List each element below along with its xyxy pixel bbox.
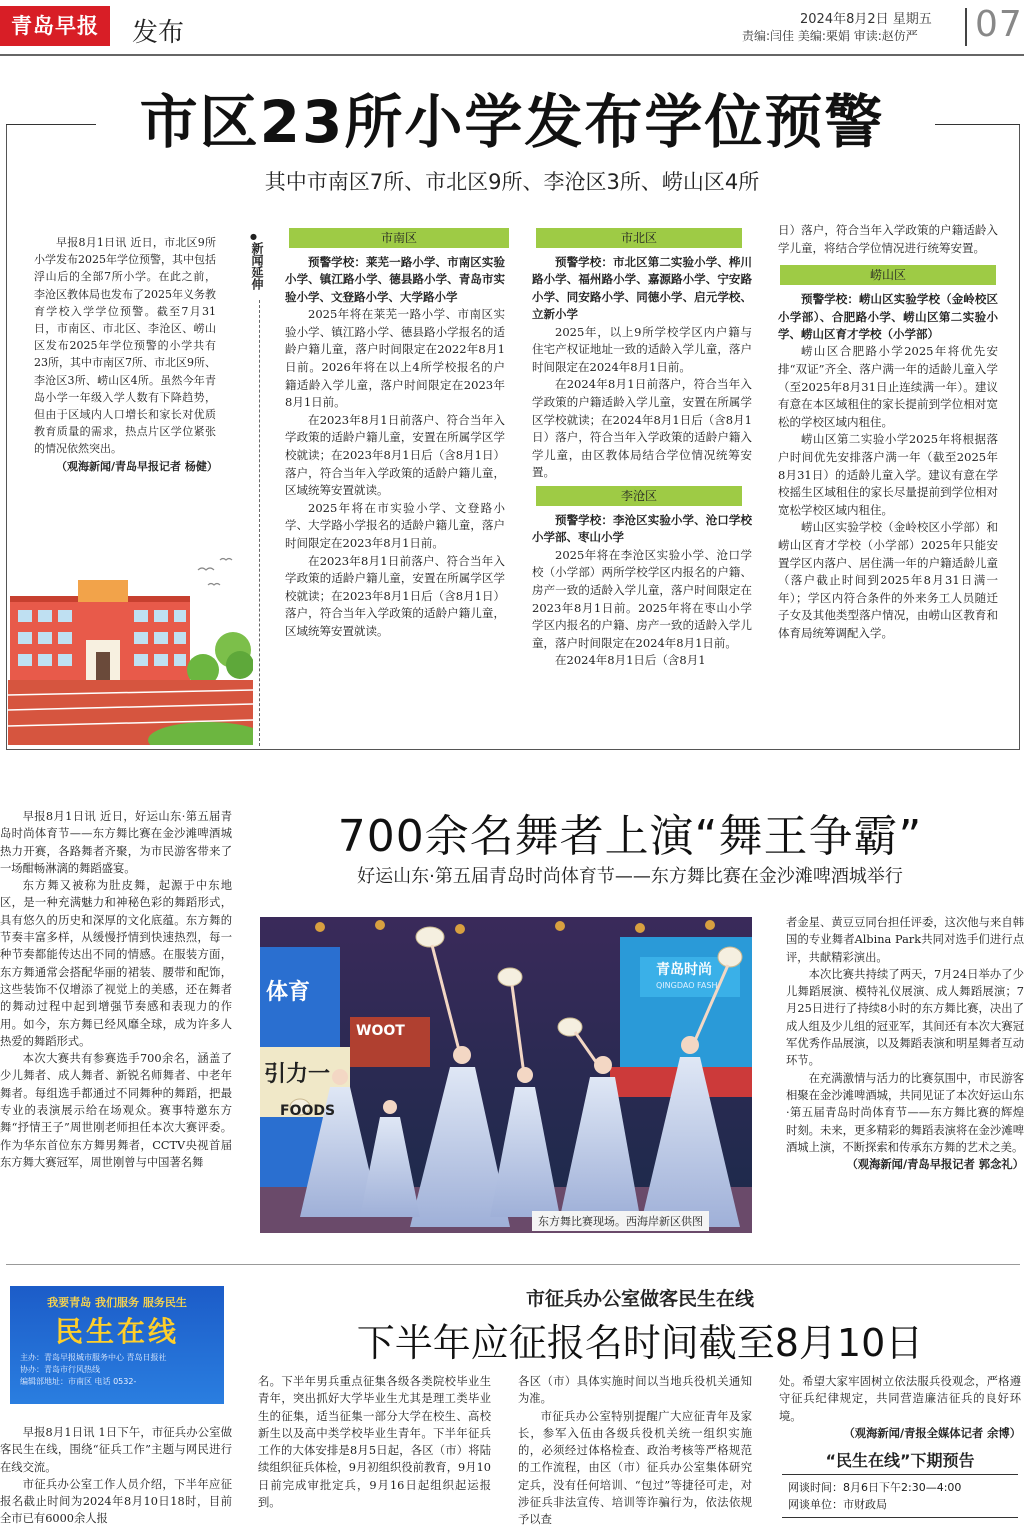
shinan-para-1: 2025年将在莱芜一路小学、市南区实验小学、镇江路小学、德县路小学报名的适龄户籍儿童，落户时间限定在2022年8月1日前。2026年将在以上4所学校报名的户籍适龄入学儿童，落户时间限定在2023年8月1日前。 [285, 307, 505, 410]
school-building-illustration [8, 540, 253, 745]
story2-left-para-1: 早报8月1日讯 近日，好运山东·第五届青岛时尚体育节——东方舞比赛在金沙滩啤酒城热力开赛，各路舞者齐聚，为市民游客带来了一场酣畅淋漓的舞蹈盛宴。 [0, 810, 232, 875]
photo-sign-4: 引力一 [264, 1062, 331, 1087]
shinan-para-3: 2025年将在市实验小学、文登路小学、大学路小学报名的适龄户籍儿童，落户时间限定在2023年8月1日前。 [285, 500, 505, 550]
licang-para-2: 在2024年8月1日后（含8月1 [555, 653, 706, 668]
shinan-para-2: 在2023年8月1日前落户、符合当年入学政策的适龄户籍儿童，安置在所属学区学校就读；在2023年8月1日后（含8月1日）落户，符合当年入学政策的适龄户籍儿童，区域统筹安置就读。 [285, 412, 505, 498]
next-preview-time: 网谈时间：8月6日下午2:30—4:00 [788, 1481, 962, 1494]
page-number-divider [965, 8, 967, 46]
col4-continuation: 日）落户，符合当年入学政策的户籍适龄入学儿童，将结合学位情况进行统筹安置。 [778, 223, 998, 255]
story1-subhead: 其中市南区7所、市北区9所、李沧区3所、崂山区4所 [264, 170, 760, 194]
masthead-rule [0, 54, 1024, 56]
laoshan-column [778, 222, 998, 643]
story3-col1 [0, 1424, 232, 1528]
next-preview-box [782, 1448, 1018, 1528]
licang-title-bar: 李沧区 [536, 486, 742, 506]
page-credits: 责编:闫佳 美编:栗娟 审读:赵仿严 [742, 29, 918, 43]
story3-col3-para-2: 市征兵办公室特别提醒广大应征青年及家长，参军入伍由各级兵役机关统一组织实施的，必须经过体格检查、政治考核等严格规范的工作流程，由区（市）征兵办公室集体研究定兵，没有任何培训、“包过”等捷径可走，对涉征兵非法宣传、培训等诈骗行为，依法依规予以查 [518, 1409, 752, 1527]
story1-headline: 市区23所小学发布学位预警 [139, 88, 885, 156]
story3-col4-text: 处。希望大家牢固树立依法服兵役观念，严格遵守征兵纪律规定，共同营造廉洁征兵的良好环境。 [779, 1375, 1021, 1423]
shibei-para-2: 在2024年8月1日前落户，符合当年入学政策的户籍适龄入学儿童，安置在所属学区学校就读；在2024年8月1日后（含8月1日）落户，符合当年入学政策的适龄户籍入学儿童，由区教体局结合学位情况统筹安置。 [532, 377, 752, 480]
story3-top-rule [6, 1264, 1020, 1265]
newspaper-logo [0, 6, 110, 46]
shinan-title-bar: 市南区 [289, 228, 509, 248]
minsheng-online-banner [10, 1286, 224, 1404]
story2-left-para-3: 本次大赛共有参赛选手700余名，涵盖了少儿舞者、成人舞者、新锐名师舞者、中老年舞者。每组选手都通过不同舞种的舞蹈，把最专业的表演展示给在场观众。赛事特邀东方舞“抒情王子”周世刚老师担任本次大赛评委。作为华东首位东方舞男舞者，CCTV央视首届东方舞大赛冠军，周世刚曾与中国著名舞 [0, 1052, 232, 1169]
story3-col2-text: 名。下半年男兵重点征集各级各类院校毕业生青年，突出抓好大学毕业生尤其是理工类毕业生的征集，适当征集一部分大学在校生、高校新生以及高中类学校毕业生青年。下半年征兵工作的大体安排是8月5日起，各区（市）将陆续组织征兵体检，9月初组织役前教育，9月10日前完成审批定兵，9月16日起组织起运报到。 [258, 1375, 491, 1510]
photo-sign-1: 体育 [266, 980, 311, 1005]
laoshan-para-3: 崂山区实验学校（金岭校区小学部）和崂山区育才学校（小学部）2025年只能安置学区内落户、居住满一年的户籍适龄儿童（落户截止时间到2025年8月31日满一年）；学区内符合条件的外来务工人员随迁子女及其他类型落户情况，由崂山区教育和体育局统筹调配入学。 [778, 520, 998, 640]
shinan-column [285, 228, 505, 641]
story3-col1-para-1: 早报8月1日讯 1日下午，市征兵办公室做客民生在线，围绕“征兵工作”主题与网民进行在线交流。 [0, 1426, 232, 1474]
dance-competition-photo [260, 917, 752, 1233]
laoshan-title-bar: 崂山区 [780, 265, 996, 285]
story2-right-column [786, 914, 1024, 1173]
story3-credit: （观海新闻/青报全媒体记者 余博） [843, 1426, 1021, 1440]
story2-left-para-2: 东方舞又被称为肚皮舞，起源于中东地区，是一种充满魅力和神秘色彩的舞蹈形式，具有悠久的历史和深厚的文化底蕴。东方舞的节奏丰富多样，从缓慢抒情到快速热烈，每一种节奏都能传达出不同的情感。在服装方面，东方舞通常会搭配华丽的裙装、腰带和配饰，这些装饰不仅增添了视觉上的美感，还在舞者的舞动过程中起到增强节奏感和表现力的作用。如今，东方舞已经风靡全球，成为许多人热爱的舞蹈形式。 [0, 879, 232, 1048]
news-extension-text: 新闻延伸 [250, 242, 264, 290]
news-extension-divider [259, 300, 260, 746]
story2-headline: 700余名舞者上演“舞王争霸” [337, 811, 923, 862]
story2-left-column [0, 808, 232, 1171]
story3-col1-para-2: 市征兵办公室工作人员介绍，下半年应征报名截止时间为2024年8月10日18时，目前全市已有6000余人报 [0, 1477, 232, 1526]
photo-sign-2: 青岛时尚 [656, 962, 712, 978]
masthead [0, 0, 1024, 56]
story3-kicker: 市征兵办公室做客民生在线 [525, 1288, 754, 1310]
banner-line-3: 编辑部地址：市南区 电话 0532- [20, 1377, 137, 1386]
next-preview-unit: 网谈单位：市财政局 [788, 1498, 887, 1511]
photo-sign-5: FOODS [280, 1103, 336, 1119]
shibei-title-bar: 市北区 [536, 228, 742, 248]
laoshan-schools: 预警学校：崂山区实验学校（金岭校区小学部）、合肥路小学、崂山区第二实验小学、崂山区育才学校（小学部） [778, 292, 998, 341]
photo-sign-3: QINGDAO FASH [656, 981, 718, 990]
story3-col2 [258, 1373, 491, 1511]
shinan-para-4: 在2023年8月1日前落户、符合当年入学政策的适龄户籍儿童，安置在所属学区学校就读；在2023年8月1日后（含8月1日）落户，符合当年入学政策的适龄户籍儿童，区域统筹安置就读。 [285, 553, 505, 638]
banner-slogan: 我要青岛 我们服务 服务民生 [47, 1296, 187, 1309]
banner-line-2: 协办：青岛市行风热线 [20, 1365, 100, 1374]
laoshan-para-1: 崂山区合肥路小学2025年将优先安排“双证”齐全、落户满一年的适龄儿童入学（至2025年8月31日止连续满一年）。建议有意在本区域租住的家长提前到学位相对宽松的学校区域内租住。 [778, 344, 998, 429]
story2-subhead: 好运山东·第五届青岛时尚体育节——东方舞比赛在金沙滩啤酒城举行 [357, 866, 903, 887]
story2-credit: （观海新闻/青岛早报记者 郭念礼） [846, 1158, 1024, 1172]
story2-right-para-2: 本次比赛共持续了两天，7月24日举办了少儿舞蹈展演、模特礼仪展演、成人舞蹈展演；7月25日进行了持续8小时的东方舞比赛，决出了成人组及少儿组的冠亚军，其间还有本次大赛冠军优秀作品展演，以及舞蹈表演和明星舞者互动环节。 [786, 967, 1024, 1068]
banner-line-1: 主办：青岛早报城市服务中心 青岛日报社 [20, 1353, 167, 1362]
photo-sign-6: WOOT [356, 1023, 405, 1039]
page-number: 07 [975, 4, 1023, 45]
story1-lead [34, 234, 216, 475]
licang-para-1: 2025年将在李沧区实验小学、沧口学校（小学部）两所学校学区内报名的户籍、房产一致的适龄入学儿童，落户时间限定在2023年8月1日前。2025年将在枣山小学学区内报名的户籍、房产一致的适龄入学儿童，落户时间限定在2024年8月1日前。 [532, 547, 752, 650]
shibei-para-1: 2025年，以上9所学校学区内户籍与住宅产权证地址一致的适龄入学儿童，落户时间限定在2024年8月1日前。 [532, 324, 752, 374]
photo-caption: 东方舞比赛现场。西海岸新区供图 [532, 1211, 709, 1231]
story2-right-para-3: 在充满激情与活力的比赛氛围中，市民游客相聚在金沙滩啤酒城，共同见证了本次好运山东·第五届青岛时尚体育节——东方舞比赛的辉煌时刻。未来，更多精彩的舞蹈表演将在金沙滩啤酒城上演，不断探索和传承东方舞的艺术之美。 [786, 1071, 1024, 1154]
story3-headline: 下半年应征报名时间截至8月10日 [356, 1321, 924, 1365]
shibei-schools: 预警学校：市北区第二实验小学、桦川路小学、福州路小学、嘉源路小学、宁安路小学、同安路小学、同德小学、启元学校、立新小学 [532, 255, 752, 322]
news-extension-label: ● 新闻延伸 [250, 232, 264, 290]
story3-col3-para-1: 各区（市）具体实施时间以当地兵役机关通知为准。 [518, 1375, 752, 1406]
logo-text: 青岛早报 [11, 14, 99, 38]
licang-schools: 预警学校：李沧区实验小学、沧口学校小学部、枣山小学 [532, 512, 752, 545]
section-name: 发布 [132, 18, 185, 48]
story1-lead-text: 早报8月1日讯 近日，市北区9所小学发布2025年学位预警，其中包括浮山后的全部7所小学。在此之前，李沧区教体局也发布了2025年义务教育学校入学学位预警。截至7月31日，市南区、市北区、李沧区、崂山区发布2025年学位预警的小学共有23所，其中市南区7所、市北区9所、李沧区3所、崂山区4所。虽然今年青岛小学一年级入学人数有下降趋势，但由于区域内人口增长和家长对优质教育质量的需求，热点片区学位紧张的情况依然突出。 [34, 236, 216, 456]
laoshan-para-2: 崂山区第二实验小学2025年将根据落户时间优先安排落户满一年（截至2025年8月31日）的适龄儿童入学。建议有意在学校摇生区域租住的家长尽量提前到学位相对宽松学校区域内租住。 [778, 432, 998, 517]
story3-col4 [779, 1373, 1021, 1442]
shinan-schools: 预警学校：莱芜一路小学、市南区实验小学、镇江路小学、德县路小学、青岛市实验小学、文登路小学、大学路小学 [285, 255, 505, 304]
story3-col3 [518, 1373, 752, 1529]
banner-title: 民生在线 [54, 1315, 179, 1348]
story2-right-para-1: 者金星、黄豆豆同台担任评委，这次他与来自韩国的专业舞者Albina Park共同对选手们进行点评，共献精彩演出。 [786, 916, 1024, 964]
story1-lead-credit: （观海新闻/青岛早报记者 杨健） [56, 459, 218, 473]
issue-date: 2024年8月2日 星期五 [800, 12, 932, 27]
shibei-licang-column [532, 228, 752, 670]
next-preview-title: “民生在线”下期预告 [825, 1451, 975, 1470]
